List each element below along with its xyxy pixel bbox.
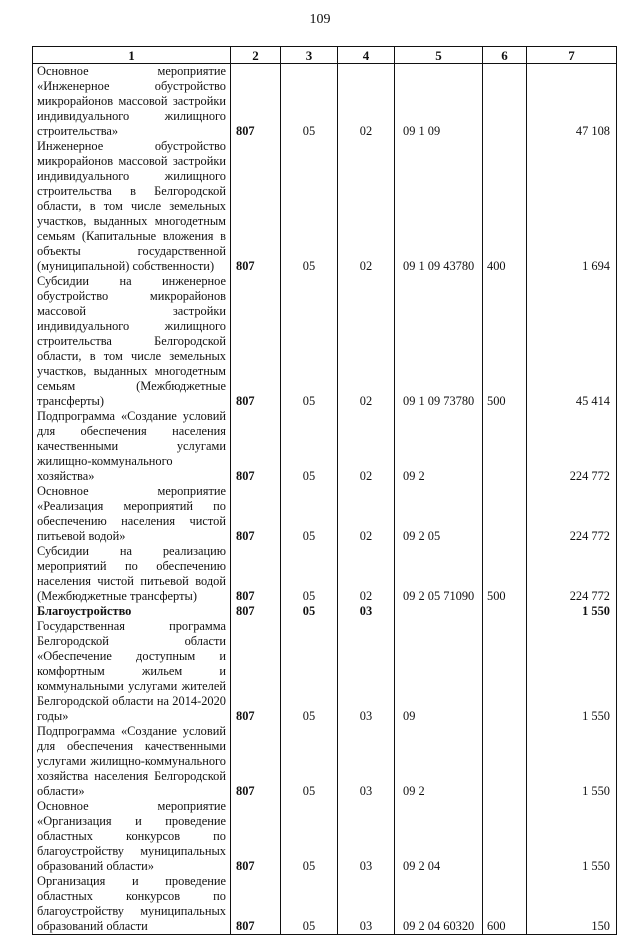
table-row <box>33 139 617 274</box>
column-header-target-item: 5 <box>395 47 483 64</box>
row-subsection: 03 <box>338 619 395 724</box>
row-target-item <box>395 604 483 619</box>
column-header-glav: 2 <box>231 47 281 64</box>
row-expense-type <box>483 799 527 874</box>
row-target-item: 09 2 05 71090 <box>395 544 483 604</box>
row-glav: 807 <box>231 604 281 619</box>
row-target-item: 09 2 04 <box>395 799 483 874</box>
row-target-item: 09 2 <box>395 724 483 799</box>
column-header-expense-type: 6 <box>483 47 527 64</box>
row-glav: 807 <box>231 64 281 140</box>
row-name: Основное мероприятие «Реализация мероприятий по обеспечению населения чистой питьевой водой» <box>33 484 231 544</box>
table-row-section-heading <box>33 604 617 619</box>
row-target-item: 09 2 <box>395 409 483 484</box>
row-glav: 807 <box>231 274 281 409</box>
row-expense-type: 500 <box>483 544 527 604</box>
row-sum: 1 550 <box>527 604 617 619</box>
row-subsection: 02 <box>338 64 395 140</box>
row-section: 05 <box>281 139 338 274</box>
row-subsection: 02 <box>338 274 395 409</box>
row-expense-type <box>483 484 527 544</box>
row-section: 05 <box>281 64 338 140</box>
budget-table <box>32 46 617 935</box>
row-name: Субсидии на реализацию мероприятий по обеспечению населения чистой питьевой водой (Межбюджетные трансферты) <box>33 544 231 604</box>
row-sum: 47 108 <box>527 64 617 140</box>
table-row <box>33 484 617 544</box>
row-sum: 224 772 <box>527 409 617 484</box>
row-expense-type <box>483 604 527 619</box>
row-subsection: 02 <box>338 544 395 604</box>
row-sum: 45 414 <box>527 274 617 409</box>
row-name: Государственная программа Белгородской области «Обеспечение доступным и комфортным жильем и коммунальными услугами жителей Белгородской области на 2014-2020 годы» <box>33 619 231 724</box>
row-section: 05 <box>281 274 338 409</box>
row-sum: 1 550 <box>527 799 617 874</box>
row-subsection: 03 <box>338 724 395 799</box>
row-glav: 807 <box>231 409 281 484</box>
column-header-section: 3 <box>281 47 338 64</box>
table-row <box>33 544 617 604</box>
row-section: 05 <box>281 484 338 544</box>
table-row <box>33 724 617 799</box>
row-glav: 807 <box>231 874 281 935</box>
row-subsection: 02 <box>338 409 395 484</box>
row-sum: 1 550 <box>527 724 617 799</box>
row-subsection: 03 <box>338 799 395 874</box>
row-target-item: 09 <box>395 619 483 724</box>
column-header-subsection: 4 <box>338 47 395 64</box>
row-expense-type: 600 <box>483 874 527 935</box>
table-row <box>33 799 617 874</box>
row-target-item: 09 2 04 60320 <box>395 874 483 935</box>
table-row <box>33 409 617 484</box>
row-sum: 1 694 <box>527 139 617 274</box>
row-glav: 807 <box>231 799 281 874</box>
row-name: Организация и проведение областных конкурсов по благоустройству муниципальных образований области <box>33 874 231 935</box>
row-subsection: 03 <box>338 604 395 619</box>
row-target-item: 09 1 09 43780 <box>395 139 483 274</box>
row-name: Субсидии на инженерное обустройство микрорайонов массовой застройки индивидуального жилищного строительства Белгородской области, в том числе земельных участков, выданных многодетным семьям (Межбюджетные трансферты) <box>33 274 231 409</box>
table-row <box>33 274 617 409</box>
row-glav: 807 <box>231 139 281 274</box>
row-sum: 224 772 <box>527 544 617 604</box>
row-subsection: 02 <box>338 139 395 274</box>
page-number: 109 <box>309 12 331 27</box>
table-row <box>33 874 617 935</box>
row-name: Благоустройство <box>33 604 231 619</box>
row-target-item: 09 1 09 <box>395 64 483 140</box>
row-glav: 807 <box>231 619 281 724</box>
table-row <box>33 64 617 140</box>
row-sum: 150 <box>527 874 617 935</box>
row-expense-type <box>483 409 527 484</box>
row-expense-type: 400 <box>483 139 527 274</box>
header-row <box>33 47 617 64</box>
row-section: 05 <box>281 724 338 799</box>
column-header-sum: 7 <box>527 47 617 64</box>
table-row <box>33 619 617 724</box>
row-name: Подпрограмма «Создание условий для обеспечения населения качественными услугами жилищно-коммунального хозяйства» <box>33 409 231 484</box>
row-section: 05 <box>281 799 338 874</box>
row-expense-type <box>483 64 527 140</box>
row-section: 05 <box>281 544 338 604</box>
row-name: Основное мероприятие «Организация и проведение областных конкурсов по благоустройству муниципальных образований области» <box>33 799 231 874</box>
row-section: 05 <box>281 619 338 724</box>
row-subsection: 03 <box>338 874 395 935</box>
row-section: 05 <box>281 874 338 935</box>
row-section: 05 <box>281 604 338 619</box>
row-expense-type: 500 <box>483 274 527 409</box>
row-target-item: 09 1 09 73780 <box>395 274 483 409</box>
row-sum: 224 772 <box>527 484 617 544</box>
row-expense-type <box>483 619 527 724</box>
column-header-name: 1 <box>33 47 231 64</box>
row-section: 05 <box>281 409 338 484</box>
row-name: Основное мероприятие «Инженерное обустройство микрорайонов массовой застройки индивидуального жилищного строительства» <box>33 64 231 140</box>
row-expense-type <box>483 724 527 799</box>
row-target-item: 09 2 05 <box>395 484 483 544</box>
row-name: Инженерное обустройство микрорайонов массовой застройки индивидуального жилищного строительства в Белгородской области, в том числе земельных участков, выданных многодетным семьям (Капитальные вложения в объекты государственной (муниципальной) собственности) <box>33 139 231 274</box>
row-subsection: 02 <box>338 484 395 544</box>
row-glav: 807 <box>231 724 281 799</box>
row-glav: 807 <box>231 484 281 544</box>
row-glav: 807 <box>231 544 281 604</box>
row-name: Подпрограмма «Создание условий для обеспечения качественными услугами жилищно-коммунального хозяйства населения Белгородской области» <box>33 724 231 799</box>
row-sum: 1 550 <box>527 619 617 724</box>
